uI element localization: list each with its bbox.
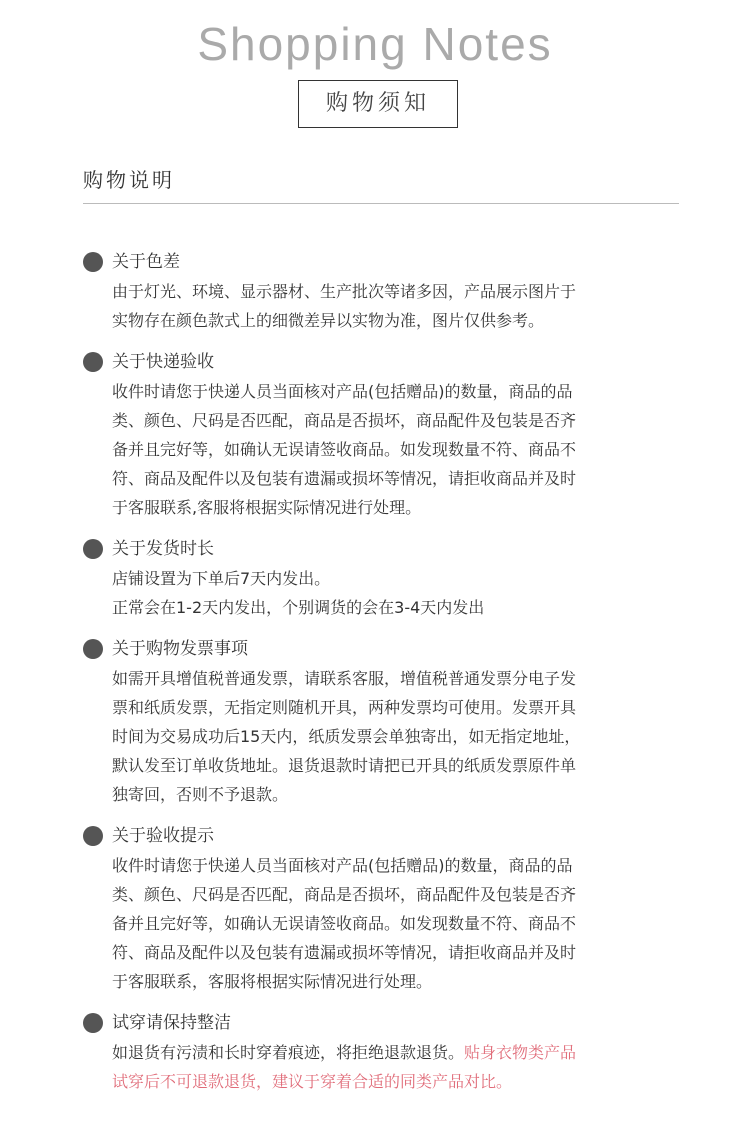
note-inspection-tips bbox=[83, 821, 673, 996]
note-header bbox=[83, 1008, 673, 1038]
note-text-line bbox=[112, 1038, 673, 1067]
note-text-highlight: 试穿后不可退款退货，建议于穿着合适的同类产品对比。 bbox=[112, 1072, 513, 1091]
note-color-difference bbox=[83, 247, 673, 335]
note-text-line: 如需开具增值税普通发票，请联系客服，增值税普通发票分电子发 bbox=[112, 669, 577, 688]
note-body bbox=[112, 564, 673, 622]
bullet-dot-icon bbox=[83, 252, 103, 272]
note-text-line: 备并且完好等，如确认无误请签收商品。如发现数量不符、商品不 bbox=[112, 914, 577, 933]
note-text-line: 类、颜色、尺码是否匹配，商品是否损坏，商品配件及包装是否齐 bbox=[112, 411, 577, 430]
bullet-dot-icon bbox=[83, 1013, 103, 1033]
note-text-line: 备并且完好等，如确认无误请签收商品。如发现数量不符、商品不 bbox=[112, 440, 577, 459]
note-text-line: 类、颜色、尺码是否匹配，商品是否损坏，商品配件及包装是否齐 bbox=[112, 885, 577, 904]
bullet-dot-icon bbox=[83, 352, 103, 372]
bullet-dot-icon bbox=[83, 539, 103, 559]
bullet-dot-icon bbox=[83, 826, 103, 846]
note-text-line: 店铺设置为下单后7天内发出。 bbox=[112, 569, 331, 588]
note-text-line: 票和纸质发票，无指定则随机开具，两种发票均可使用。发票开具 bbox=[112, 698, 577, 717]
note-title: 关于快递验收 bbox=[112, 352, 214, 372]
note-body bbox=[112, 851, 673, 996]
note-text-line: 默认发至订单收货地址。退货退款时请把已开具的纸质发票原件单 bbox=[112, 756, 577, 775]
note-header bbox=[83, 821, 673, 851]
note-text-line: 于客服联系，客服将根据实际情况进行处理。 bbox=[112, 972, 433, 991]
page-title: Shopping Notes bbox=[197, 18, 553, 70]
note-title: 关于色差 bbox=[112, 252, 180, 272]
note-text-line: 独寄回，否则不予退款。 bbox=[112, 785, 289, 804]
note-text-line: 由于灯光、环境、显示器材、生产批次等诸多因，产品展示图片于 bbox=[112, 282, 577, 301]
note-body bbox=[112, 377, 673, 522]
note-text-line: 实物存在颜色款式上的细微差异以实物为准，图片仅供参考。 bbox=[112, 311, 545, 330]
note-title: 关于验收提示 bbox=[112, 826, 214, 846]
note-text-line: 收件时请您于快递人员当面核对产品(包括赠品)的数量，商品的品 bbox=[112, 382, 573, 401]
page-subtitle: 购物须知 bbox=[298, 80, 458, 128]
bullet-dot-icon bbox=[83, 639, 103, 659]
note-header bbox=[83, 347, 673, 377]
notes-list bbox=[83, 247, 673, 1108]
note-body bbox=[112, 277, 673, 335]
note-text-line: 符、商品及配件以及包装有遗漏或损坏等情况，请拒收商品并及时 bbox=[112, 943, 577, 962]
note-header bbox=[83, 247, 673, 277]
note-text-line: 于客服联系,客服将根据实际情况进行处理。 bbox=[112, 498, 422, 517]
note-body bbox=[112, 1038, 673, 1096]
note-header bbox=[83, 634, 673, 664]
note-text-highlight: 贴身衣物类产品 bbox=[464, 1043, 577, 1062]
note-delivery-inspection bbox=[83, 347, 673, 522]
note-try-on bbox=[83, 1008, 673, 1096]
note-title: 关于发货时长 bbox=[112, 539, 214, 559]
note-text-normal: 如退货有污渍和长时穿着痕迹，将拒绝退款退货。 bbox=[112, 1043, 465, 1062]
note-text-line: 符、商品及配件以及包装有遗漏或损坏等情况，请拒收商品并及时 bbox=[112, 469, 577, 488]
note-title: 关于购物发票事项 bbox=[112, 639, 248, 659]
section-title: 购物说明 bbox=[83, 168, 175, 192]
note-text-line: 收件时请您于快递人员当面核对产品(包括赠品)的数量，商品的品 bbox=[112, 856, 573, 875]
note-header bbox=[83, 534, 673, 564]
note-title: 试穿请保持整洁 bbox=[112, 1013, 231, 1033]
note-invoice bbox=[83, 634, 673, 809]
note-text-line: 正常会在1-2天内发出，个别调货的会在3-4天内发出 bbox=[112, 598, 485, 617]
section-divider bbox=[83, 203, 679, 204]
note-shipping-time bbox=[83, 534, 673, 622]
note-text-line: 时间为交易成功后15天内，纸质发票会单独寄出，如无指定地址， bbox=[112, 727, 581, 746]
note-body bbox=[112, 664, 673, 809]
